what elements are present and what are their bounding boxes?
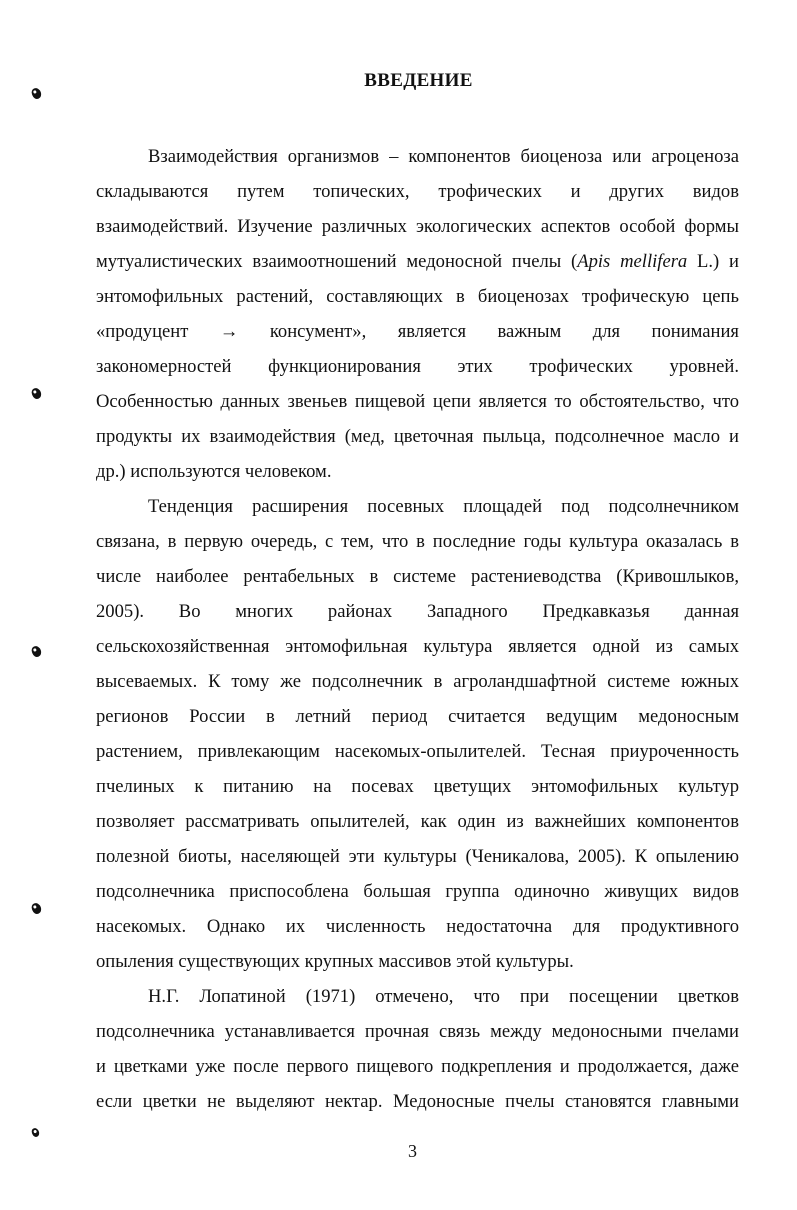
text-line: позволяет рассматривать опылителей, как один из важнейших компонентов — [96, 811, 739, 832]
text-line: полезной биоты, населяющей эти культуры (Ченикалова, 2005). К опылению — [96, 846, 739, 867]
paragraph — [96, 489, 739, 979]
text-line: складываются путем топических, трофических и других видов — [96, 181, 739, 202]
text-line: насекомых. Однако их численность недостаточна для продуктивного — [96, 916, 739, 937]
text-line: и цветками уже после первого пищевого подкрепления и продолжается, даже — [96, 1056, 739, 1077]
text-line: Взаимодействия организмов – компонентов биоценоза или агроценоза — [148, 146, 739, 167]
text-line: числе наиболее рентабельных в системе растениеводства (Кривошлыков, — [96, 566, 739, 587]
text-line: закономерностей функционирования этих трофических уровней. — [96, 356, 739, 377]
body-text — [96, 139, 739, 1119]
punch-hole-mark — [31, 1127, 41, 1138]
text-line: Особенностью данных звеньев пищевой цепи является то обстоятельство, что — [96, 391, 739, 412]
text-line: опыления существующих крупных массивов этой культуры. — [96, 951, 574, 972]
text-line: энтомофильных растений, составляющих в биоценозах трофическую цепь — [96, 286, 739, 307]
text-line: растением, привлекающим насекомых-опылителей. Тесная приуроченность — [96, 741, 739, 762]
text-line: подсолнечника приспособлена большая группа одиночно живущих видов — [96, 881, 739, 902]
page-number: 3 — [408, 1141, 417, 1161]
text-line: Тенденция расширения посевных площадей под подсолнечником — [148, 496, 739, 517]
text-line: мутуалистических взаимоотношений медоносной пчелы (Apis mellifera L.) и — [96, 251, 739, 272]
text-line: высеваемых. К тому же подсолнечник в агроландшафтной системе южных — [96, 671, 739, 692]
punch-hole-mark — [30, 645, 42, 658]
text-line: 2005). Во многих районах Западного Предкавказья данная — [96, 601, 739, 622]
text-line: если цветки не выделяют нектар. Медоносные пчелы становятся главными — [96, 1091, 739, 1112]
text-line: пчелиных к питанию на посевах цветущих энтомофильных культур — [96, 776, 739, 797]
paragraph — [96, 979, 739, 1119]
page-title: ВВЕДЕНИЕ — [364, 70, 473, 91]
text-line: др.) используются человеком. — [96, 461, 332, 482]
text-line: сельскохозяйственная энтомофильная культура является одной из самых — [96, 636, 739, 657]
text-line: взаимодействий. Изучение различных экологических аспектов особой формы — [96, 216, 739, 237]
text-line: продукты их взаимодействия (мед, цветочная пыльца, подсолнечное масло и — [96, 426, 739, 447]
punch-hole-mark — [30, 902, 42, 915]
text-line: регионов России в летний период считается ведущим медоносным — [96, 706, 739, 727]
punch-hole-mark — [30, 387, 42, 400]
text-line: связана, в первую очередь, с тем, что в последние годы культура оказалась в — [96, 531, 739, 552]
species-name-italic: Apis mellifera — [577, 251, 688, 272]
text-line: Н.Г. Лопатиной (1971) отмечено, что при посещении цветков — [148, 986, 739, 1007]
text-line: подсолнечника устанавливается прочная связь между медоносными пчелами — [96, 1021, 739, 1042]
text-line: «продуцент → консумент», является важным для понимания — [96, 321, 739, 342]
paragraph — [96, 139, 739, 489]
